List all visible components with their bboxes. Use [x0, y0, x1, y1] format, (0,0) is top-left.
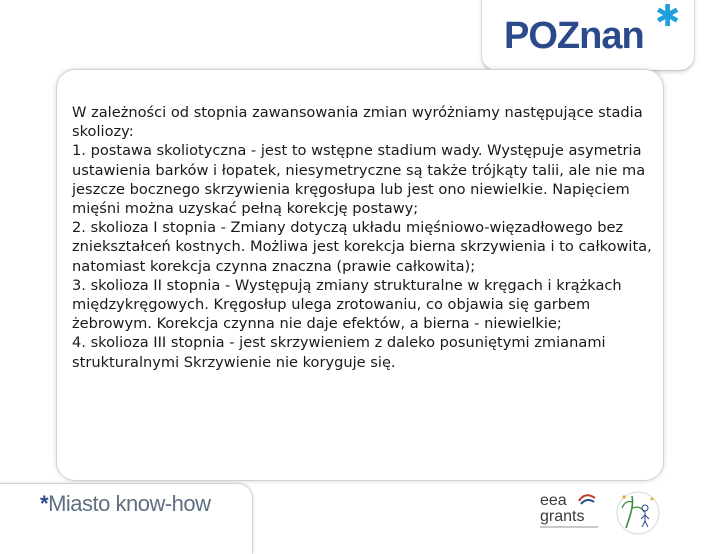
slogan-star-icon: * — [40, 491, 49, 516]
list-item: 3. skolioza II stopnia - Występują zmiany strukturalne w kręgach i krążkach międzykręgowych. Kręgosłup ulega zrotowaniu, co objawia się garbem żebrowym. Korekcja czynna nie daje efektów, a bierna - niewielkie; — [72, 276, 622, 333]
logo-star-icon: ✱ — [655, 0, 681, 34]
poznan-logo: POZnan — [504, 15, 644, 57]
eea-label: eea — [540, 492, 567, 509]
eea-divider — [540, 526, 598, 528]
grants-label: grants — [540, 508, 585, 525]
partner-emblem-icon — [612, 488, 664, 538]
list-item: 4. skolioza III stopnia - jest skrzywieniem z daleko posuniętymi zmianami strukturalnymi Skrzywienie nie koryguje się. — [72, 334, 606, 371]
list-item: 1. postawa skoliotyczna - jest to wstępne stadium wady. Występuje asymetria ustawienia barków i łopatek, niesymetryczne są także trójkąty talii, ale nie ma jeszcze bocznego skrzywienia kręgosłupa lub jest ono niewielkie. Napięciem mięśni można uzyskać pełną korekcję postawy; — [72, 142, 646, 218]
slogan-text: Miasto know-how — [48, 491, 211, 516]
intro-paragraph: W zależności od stopnia zawansowania zmian wyróżniamy następujące stadia skoliozy: — [72, 104, 643, 141]
slide-text — [72, 103, 666, 372]
list-item: 2. skolioza I stopnia - Zmiany dotyczą układu mięśniowo-więzadłowego bez zniekształceń kostnych. Możliwa jest korekcja bierna skrzywienia i to całkowita, natomiast korekcja czynna znaczna (prawie całkowita); — [72, 219, 652, 275]
eea-swoosh-icon — [578, 492, 596, 506]
eea-grants-logo — [540, 492, 600, 536]
slogan — [40, 490, 211, 518]
